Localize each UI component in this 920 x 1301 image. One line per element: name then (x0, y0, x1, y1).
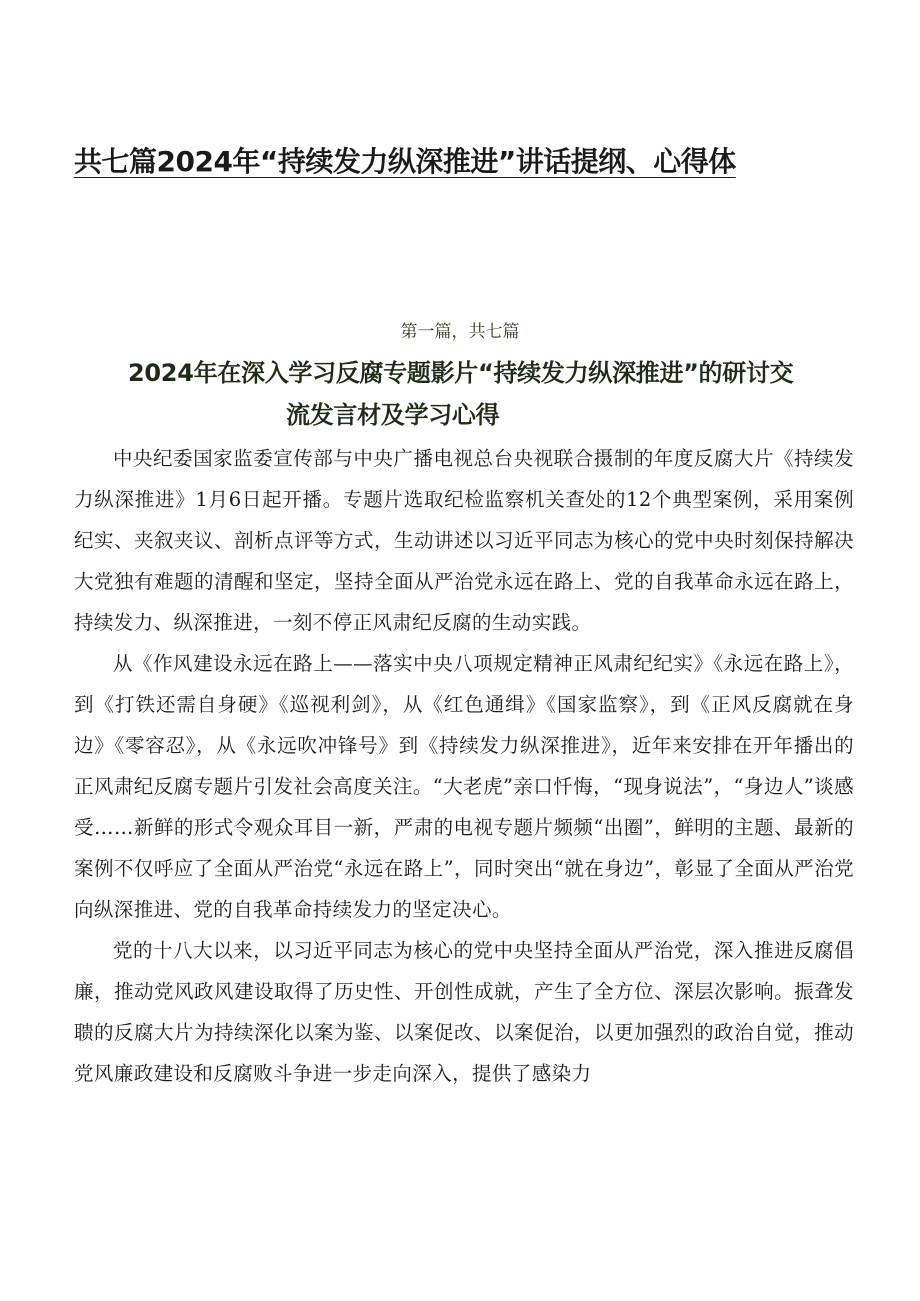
body-paragraph-3: 党的十八大以来，以习近平同志为核心的党中央坚持全面从严治党，深入推进反腐倡廉，推动党风政风建设取得了历史性、开创性成就，产生了全方位、深层次影响。振聋发聩的反腐大片为持续深化以案为鉴、以案促改、以案促治，以更加强烈的政治自觉，推动党风廉政建设和反腐败斗争进一步走向深入，提供了感染力 (74, 939, 854, 1085)
document-title: 共七篇2024年“持续发力纵深推进”讲话提纲、心得体 (74, 145, 736, 178)
body-paragraph-2: 从《作风建设永远在路上——落实中央八项规定精神正风肃纪纪实》《永远在路上》，到《打铁还需自身硬》《巡视利剑》，从《红色通缉》《国家监察》，到《正风反腐就在身边》《零容忍》，从《永远吹冲锋号》到《持续发力纵深推进》，近年来安排在开年播出的正风肃纪反腐专题片引发社会高度关注。“大老虎”亲口忏悔，“现身说法”，“身边人”谈感受……新鲜的形式令观众耳目一新，严肃的电视专题片频频“出圈”，鲜明的主题、最新的案例不仅呼应了全面从严治党“永远在路上”，同时突出“就在身边”，彰显了全面从严治党向纵深推进、党的自我革命持续发力的坚定决心。 (74, 652, 854, 921)
section-heading-line1: 2024年在深入学习反腐专题影片“持续发力纵深推进”的研讨交 (128, 359, 794, 387)
section-heading-line2: 流发言材及学习心得 (286, 401, 500, 429)
body-paragraph-1: 中央纪委国家监委宣传部与中央广播电视总台央视联合摄制的年度反腐大片《持续发力纵深推进》1月6日起开播。专题片选取纪检监察机关查处的12个典型案例，采用案例纪实、夹叙夹议、剖析点评等方式，生动讲述以习近平同志为核心的党中央时刻保持解决大党独有难题的清醒和坚定，坚持全面从严治党永远在路上、党的自我革命永远在路上，持续发力、纵深推进，一刻不停正风肃纪反腐的生动实践。 (74, 447, 854, 634)
document-body (74, 438, 854, 1094)
section-label: 第一篇，共七篇 (400, 322, 520, 342)
section-heading (128, 352, 848, 436)
